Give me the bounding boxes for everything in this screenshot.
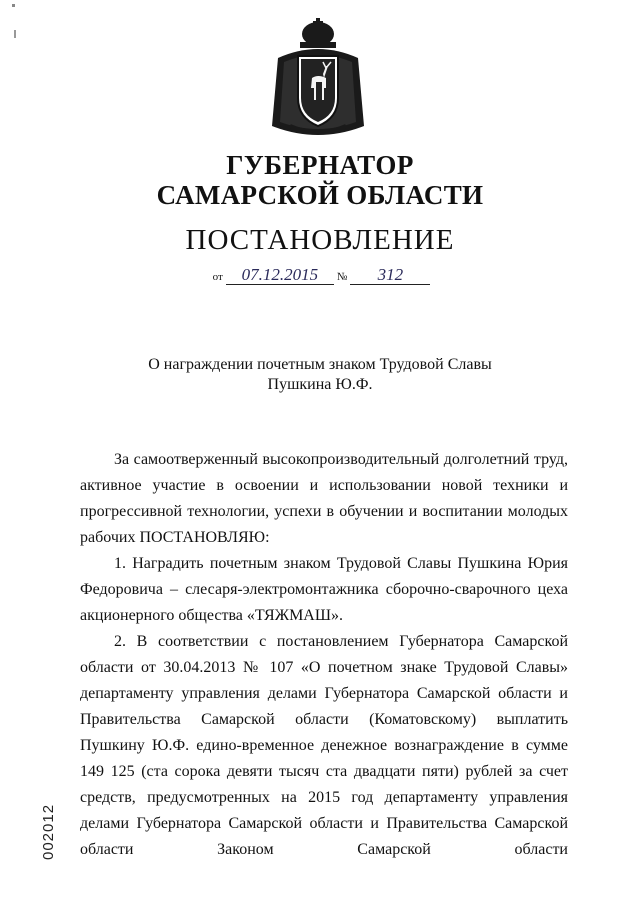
subject-line-2: Пушкина Ю.Ф. xyxy=(267,376,373,393)
document-body xyxy=(80,447,568,863)
subject-line-1: О награждении почетным знаком Трудовой Славы xyxy=(148,356,492,373)
item-1-paragraph: 1. Наградить почетным знаком Трудовой Славы Пушкина Юрия Федоровича – слесаря-электромонтажника сборочно-сварочного цеха акционерного общества «ТЯЖМАШ». xyxy=(80,555,568,624)
document-type: ПОСТАНОВЛЕНИЕ xyxy=(185,224,455,256)
number-label: № xyxy=(336,271,348,283)
document-subject xyxy=(0,355,640,395)
date-number-line xyxy=(0,266,640,285)
issuer-title: ГУБЕРНАТОР xyxy=(226,150,414,180)
margin-stamp-number: 002012 xyxy=(40,803,57,860)
item-2-paragraph: 2. В соответствии с постановлением Губернатора Самарской области от 30.04.2013 № 107 «О почетном знаке Трудовой Славы» департаменту управления делами Губернатора Самарской области и Правительства Самарской области (Коматовскому) выплатить Пушкину Ю.Ф. едино-временное денежное вознаграждение в сумме 149 125 (ста сорока девяти тысяч ста двадцати пяти) рублей за счет средств, предусмотренных на 2015 год департаменту управления делами Губернатора Самарской области и Правительства Самарской области Законом Самарской области xyxy=(80,633,568,858)
date-label: от xyxy=(212,271,223,283)
coat-of-arms-icon xyxy=(268,18,368,140)
preamble-paragraph: За самоотверженный высокопроизводительный долголетний труд, активное участие в освоении и использовании новой техники и прогрессивной технологии, успехи в обучении и воспитании молодых рабочих ПОСТАНОВЛЯЮ: xyxy=(80,451,568,546)
handwritten-number: 312 xyxy=(350,266,430,285)
issuer-region: САМАРСКОЙ ОБЛАСТИ xyxy=(156,180,484,210)
scan-mark xyxy=(12,4,15,7)
handwritten-date: 07.12.2015 xyxy=(226,266,334,285)
scan-mark xyxy=(14,30,16,38)
